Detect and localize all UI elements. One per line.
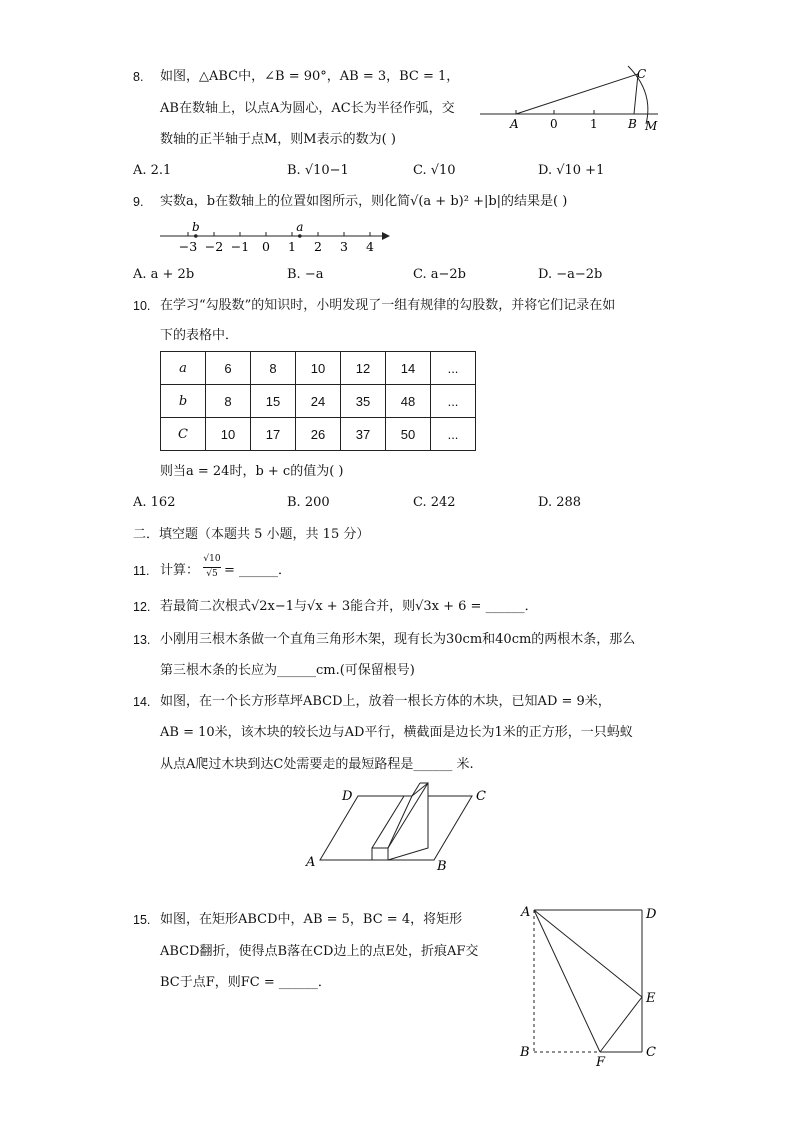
q12-text: 若最简二次根式√2x−1与√x + 3能合并，则√3x + 6 = ______． — [160, 599, 538, 614]
q14-label-A: A — [306, 855, 316, 870]
q14-line2: AB = 10米，该木块的较长边与AD平行，横截面是边长为1米的正方形，一只蚂蚁 — [160, 725, 633, 740]
q11-suffix: = ______． — [224, 563, 292, 578]
q9-option-c[interactable]: C. a−2b — [413, 267, 466, 282]
q13-line1: 小刚用三根木条做一个直角三角形木架，现有长为30cm和40cm的两根木条，那么 — [160, 632, 636, 647]
table-row — [161, 418, 476, 451]
q15-segment-EF — [600, 997, 642, 1052]
q9-option-d[interactable]: D. −a−2b — [538, 267, 603, 282]
q15-figure — [512, 900, 672, 1070]
q15-line2: ABCD翻折，使得点B落在CD边上的点E处，折痕AF交 — [160, 944, 479, 959]
table-cell: 10 — [296, 352, 341, 385]
q9-tick-label: −2 — [204, 239, 224, 254]
q14-line1: 如图，在一个长方形草坪ABCD上，放着一根长方体的木块，已知AD = 9米， — [160, 694, 611, 709]
q9-tick-label: −3 — [178, 239, 198, 254]
q8-label-0: 0 — [550, 117, 558, 131]
q10-number: 10. — [133, 299, 151, 313]
table-cell: 14 — [386, 352, 431, 385]
q11-prefix: 计算： — [160, 563, 200, 578]
q15-label-E: E — [646, 991, 656, 1006]
table-cell: 15 — [251, 385, 296, 418]
q9-axis-arrow — [382, 232, 390, 240]
q9-point-b — [194, 234, 198, 238]
table-cell: 6 — [206, 352, 251, 385]
table-cell: 48 — [386, 385, 431, 418]
q9-tick-label: −1 — [230, 239, 250, 254]
q9-option-a[interactable]: A. a + 2b — [133, 267, 195, 282]
q14-label-D: D — [342, 789, 353, 804]
table-cell: 24 — [296, 385, 341, 418]
q8-option-c[interactable]: C. √10 — [413, 163, 456, 178]
q14-figure — [300, 780, 500, 875]
q12-number: 12. — [133, 600, 151, 614]
q8-label-B: B — [628, 117, 637, 131]
q13-line2: 第三根木条的长应为______cm.(可保留根号) — [160, 663, 415, 678]
q15-segment-AE — [534, 910, 642, 997]
q10-table — [160, 351, 476, 451]
q8-number: 8. — [133, 70, 144, 84]
q10-line2: 下的表格中． — [160, 328, 239, 343]
q10-option-d[interactable]: D. 288 — [538, 495, 582, 510]
q14-number: 14. — [133, 695, 151, 709]
q10-option-c[interactable]: C. 242 — [413, 495, 456, 510]
q9-number-line-figure — [160, 220, 395, 256]
section-2-title: 二．填空题（本题共 5 小题，共 15 分） — [133, 527, 370, 542]
q11-fraction-denominator: √5 — [206, 569, 218, 579]
q15-number: 15. — [133, 913, 151, 927]
q15-line1: 如图，在矩形ABCD中，AB = 5，BC = 4，将矩形 — [160, 912, 463, 927]
q9-tick-label: 2 — [314, 239, 322, 254]
q14-line3: 从点A爬过木块到达C处需要走的最短路程是______ 米. — [160, 757, 474, 772]
q15-line3: BC于点F，则FC = ______． — [160, 975, 331, 990]
table-cell: ... — [431, 352, 476, 385]
q14-block-top — [388, 783, 428, 860]
table-cell: 17 — [251, 418, 296, 451]
table-cell: 8 — [206, 385, 251, 418]
table-cell: C — [161, 418, 206, 451]
q8-option-d[interactable]: D. √10 +1 — [538, 163, 605, 178]
q9-tick-label: 3 — [340, 239, 348, 254]
q8-figure — [478, 62, 668, 142]
q8-label-1: 1 — [590, 117, 598, 131]
q8-line2: AB在数轴上，以点A为圆心，AC长为半径作弧，交 — [160, 101, 455, 116]
q14-block-front — [372, 848, 388, 860]
table-row — [161, 385, 476, 418]
table-cell: 8 — [251, 352, 296, 385]
q10-line3: 则当a = 24时，b + c的值为( ) — [160, 464, 344, 479]
q8-label-M: M — [645, 119, 658, 133]
table-cell: ... — [431, 385, 476, 418]
q15-label-B: B — [520, 1045, 530, 1060]
q9-option-b[interactable]: B. −a — [287, 267, 324, 282]
table-cell: ... — [431, 418, 476, 451]
q10-option-a[interactable]: A. 162 — [133, 495, 176, 510]
q9-point-a — [298, 234, 302, 238]
q9-point-label-a: a — [296, 220, 304, 234]
q8-segment-AC — [516, 74, 638, 114]
q8-option-b[interactable]: B. √10−1 — [287, 163, 349, 178]
table-row — [161, 352, 476, 385]
q10-option-b[interactable]: B. 200 — [287, 495, 330, 510]
q9-tick-label: 4 — [366, 239, 374, 254]
table-cell: 37 — [341, 418, 386, 451]
q14-label-B: B — [437, 859, 447, 874]
q15-label-D: D — [646, 907, 657, 922]
q11-number: 11. — [133, 564, 150, 578]
q11-fraction-bar — [203, 567, 221, 568]
table-cell: b — [161, 385, 206, 418]
q8-line1: 如图，△ABC中，∠B = 90°，AB = 3，BC = 1， — [160, 69, 460, 84]
q8-option-a[interactable]: A. 2.1 — [133, 163, 172, 178]
q15-label-F: F — [596, 1055, 606, 1070]
q9-text: 实数a，b在数轴上的位置如图所示，则化简√(a + b)² +|b|的结果是( ) — [160, 194, 568, 209]
q8-line3: 数轴的正半轴于点M，则M表示的数为( ) — [160, 132, 396, 147]
q13-number: 13. — [133, 633, 151, 647]
q9-tick-label: 0 — [262, 239, 270, 254]
table-cell: 50 — [386, 418, 431, 451]
table-cell: 35 — [341, 385, 386, 418]
q8-label-A: A — [510, 117, 519, 131]
q9-number: 9. — [133, 195, 144, 209]
q15-label-C: C — [646, 1045, 656, 1060]
q9-tick-label: 1 — [288, 239, 296, 254]
q14-label-C: C — [476, 789, 486, 804]
q8-label-C: C — [637, 67, 647, 81]
table-cell: 12 — [341, 352, 386, 385]
q15-label-A: A — [521, 905, 531, 920]
q10-line1: 在学习“勾股数”的知识时，小明发现了一组有规律的勾股数，并将它们记录在如 — [160, 298, 616, 313]
q11-fraction-numerator: √10 — [203, 554, 221, 564]
table-cell: a — [161, 352, 206, 385]
q9-point-label-b: b — [191, 220, 200, 234]
table-cell: 10 — [206, 418, 251, 451]
q15-fold-AF — [534, 910, 600, 1052]
table-cell: 26 — [296, 418, 341, 451]
